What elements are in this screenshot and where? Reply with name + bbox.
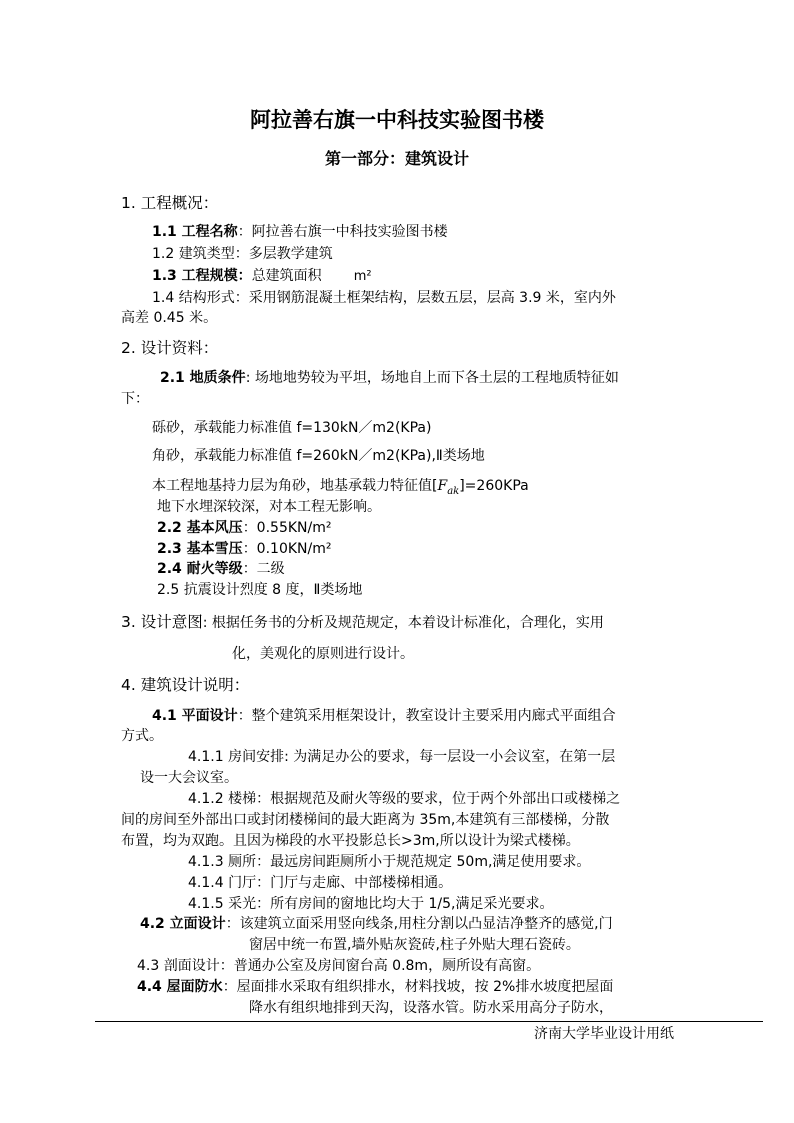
room-arrangement-line: 4.1.1 房间安排: 为满足办公的要求，每一层设一小会议室，在第一层	[188, 749, 616, 765]
elevation-design-line	[140, 914, 613, 934]
geology-text: : 场地地势较为平坦，场地自上而下各土层的工程地质特征如	[245, 370, 619, 386]
plan-design-line	[152, 706, 616, 726]
fire-rating-value: ：二级	[242, 561, 285, 577]
building-type-value: 多层教学建筑	[248, 246, 333, 262]
plan-design-text: ：整个建筑采用框架设计，教室设计主要采用内廊式平面组合	[237, 708, 616, 724]
design-intent-cont: 化，美观化的原则进行设计。	[232, 646, 414, 662]
sand-1-line: 砾砂，承载能力标准值 f=130kN／m2(KPa)	[152, 420, 432, 436]
project-name-value: ：阿拉善右旗一中科技实验图书楼	[237, 224, 448, 240]
project-scale-label: 1.3 工程规模：	[152, 268, 252, 284]
geology-cont: 下：	[121, 391, 149, 407]
stairs-cont-2: 布置，均为双跑。且因为梯段的水平投影总长>3m,所以设计为梁式楼梯。	[121, 833, 580, 849]
building-type-line	[152, 244, 333, 264]
stairs-cont-1: 间的房间至外部出口或封闭楼梯间的最大距离为 35m,本建筑有三部楼梯，分散	[121, 812, 610, 828]
snow-pressure-line	[157, 539, 331, 559]
sand-2-line: 角砂，承载能力标准值 f=260kN／m2(KPa),Ⅱ类场地	[152, 448, 485, 464]
wind-pressure-label: 2.2 基本风压	[157, 520, 243, 536]
design-intent-label: 3. 设计意图	[121, 613, 203, 631]
fire-rating-label: 2.4 耐火等级	[157, 561, 243, 577]
design-intent-line	[121, 612, 604, 633]
snow-pressure-label: 2.3 基本雪压	[157, 541, 243, 557]
geology-line	[160, 368, 619, 388]
elevation-design-cont: 窗居中统一布置,墙外贴灰瓷砖,柱子外贴大理石瓷砖。	[249, 937, 580, 953]
building-type-label: 1.2 建筑类型：	[152, 246, 249, 262]
bearing-capacity-symbol: F	[437, 478, 448, 494]
project-name-line	[152, 222, 448, 242]
footer-text: 济南大学毕业设计用纸	[534, 1026, 674, 1042]
roof-waterproof-cont: 降水有组织地排到天沟，设落水管。防水采用高分子防水，	[249, 1000, 613, 1016]
lobby-line: 4.1.4 门厅：门厅与走廊、中部楼梯相通。	[188, 875, 453, 891]
structure-form-value: 采用钢筋混凝土框架结构，层数五层，层高 3.9 米，室内外	[248, 290, 616, 306]
project-scale-line	[152, 266, 372, 287]
daylight-line: 4.1.5 采光：所有房间的窗地比均大于 1/5,满足采光要求。	[188, 896, 554, 912]
structure-form-cont: 高差 0.45 米。	[121, 310, 218, 326]
snow-pressure-value: ：0.10KN/m²	[242, 541, 332, 557]
document-subtitle: 第一部分：建筑设计	[324, 149, 469, 168]
section-4-heading: 4. 建筑设计说明：	[121, 676, 250, 694]
plan-design-label: 4.1 平面设计	[152, 708, 238, 724]
wind-pressure-value: ：0.55KN/m²	[242, 520, 332, 536]
project-name-label: 1.1 工程名称	[152, 224, 238, 240]
project-scale-value: 总建筑面积	[251, 268, 322, 284]
bearing-capacity-subscript: ak	[447, 485, 460, 497]
structure-form-label: 1.4 结构形式：	[152, 290, 249, 306]
footer-rule	[95, 1021, 763, 1022]
section-design-line: 4.3 剖面设计：普通办公室及房间窗台高 0.8m，厕所设有高窗。	[137, 958, 541, 974]
plan-design-cont: 方式。	[121, 728, 163, 744]
room-arrangement-cont: 设一大会议室。	[140, 770, 238, 786]
elevation-design-text: ：该建筑立面采用竖向线条,用柱分割以凸显洁净整齐的感觉,门	[225, 916, 613, 932]
seismic-line: 2.5 抗震设计烈度 8 度，Ⅱ类场地	[157, 582, 363, 598]
section-1-heading: 1. 工程概况：	[121, 194, 219, 212]
geology-label: 2.1 地质条件	[160, 370, 246, 386]
groundwater-line: 地下水埋深较深，对本工程无影响。	[157, 499, 381, 515]
design-intent-text: : 根据任务书的分析及规范规定，本着设计标准化，合理化，实用	[202, 615, 604, 631]
bearing-capacity-post: ]=260KPa	[459, 478, 529, 494]
elevation-design-label: 4.2 立面设计	[140, 916, 226, 932]
toilet-line: 4.1.3 厕所：最远房间距厕所小于规范规定 50m,满足使用要求。	[188, 854, 591, 870]
wind-pressure-line	[157, 518, 331, 538]
roof-waterproof-line	[137, 977, 613, 997]
document-title: 阿拉善右旗一中科技实验图书楼	[250, 108, 544, 132]
section-2-heading: 2. 设计资料：	[121, 339, 219, 357]
roof-waterproof-text: ：屋面排水采取有组织排水，材料找坡，按 2%排水坡度把屋面	[222, 979, 614, 995]
project-scale-unit: m²	[353, 269, 372, 284]
stairs-line: 4.1.2 楼梯：根据规范及耐火等级的要求，位于两个外部出口或楼梯之	[188, 791, 621, 807]
bearing-capacity-pre: 本工程地基持力层为角砂，地基承载力特征值[	[152, 478, 438, 494]
structure-form-line	[152, 288, 616, 308]
roof-waterproof-label: 4.4 屋面防水	[137, 979, 223, 995]
fire-rating-line	[157, 559, 285, 579]
